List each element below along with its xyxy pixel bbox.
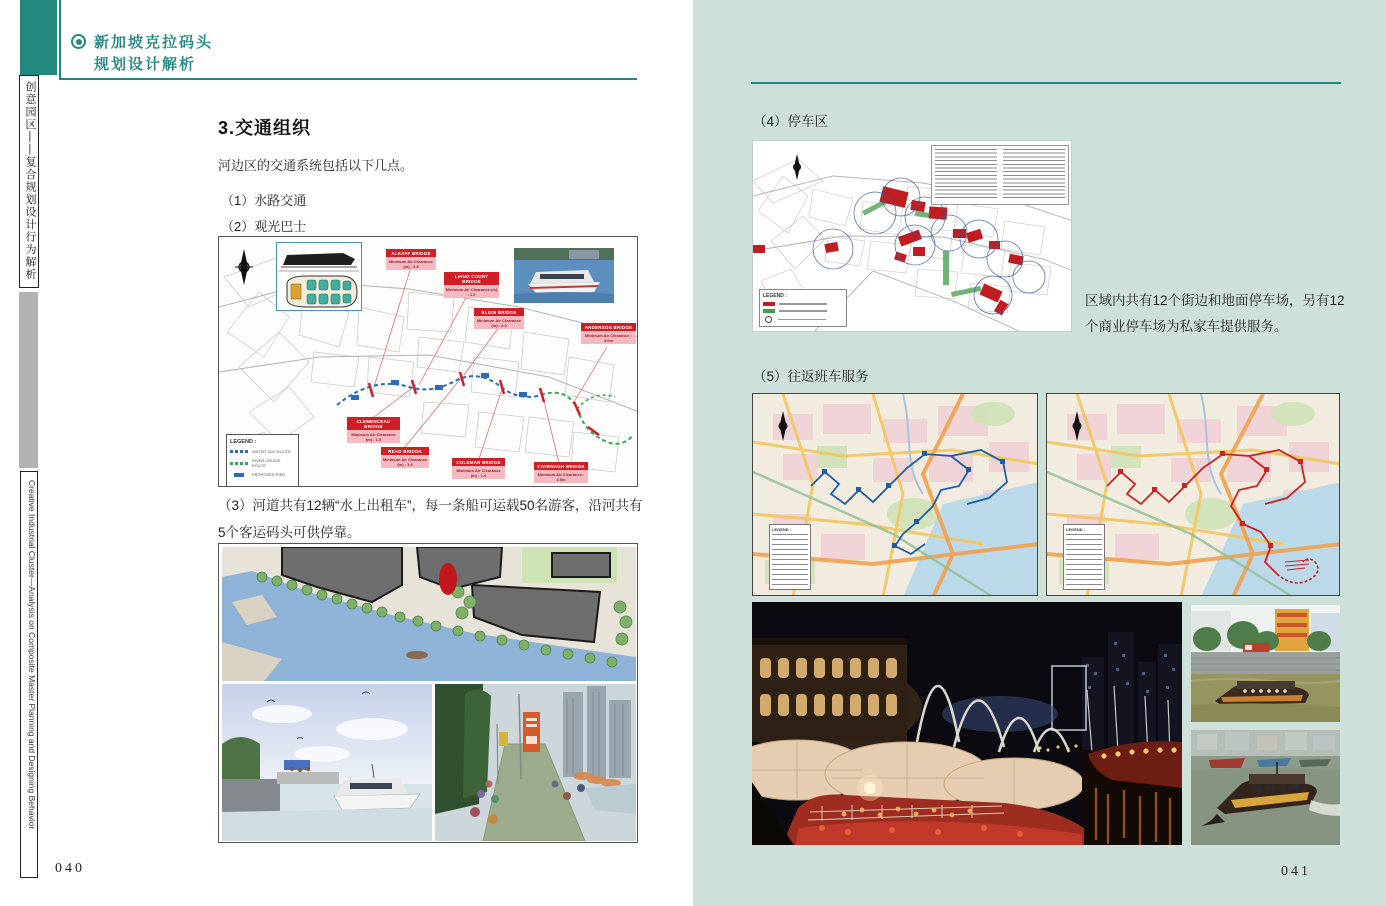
parking-key-column-2 [1003, 149, 1065, 201]
section-heading: 3.交通组织 [218, 118, 312, 138]
parking-area-map [752, 140, 1072, 332]
proposed-pier-swatch [234, 473, 244, 477]
waterfront-rendering-left [222, 684, 432, 841]
sidebar-en-title: Creative Industrial Cluster—Analysis on Composite Master Planning and Designing Behavior [20, 471, 38, 878]
river-cruise-route-swatch [230, 462, 248, 465]
section-intro: 河边区的交通系统包括以下几点。 [218, 158, 414, 173]
promenade-rendering-right [435, 684, 636, 841]
bridge-label: CAVENAGH BRIDGE Minimum Air Clearance : 2.5m [534, 462, 588, 483]
water-taxi-diagram-drawing [277, 243, 361, 310]
shuttle-map-blue-legend: LEGEND : [769, 524, 811, 590]
legend-text-lines [1066, 534, 1102, 588]
parking-red-swatch [763, 302, 775, 306]
site-plan-drawing [222, 547, 636, 681]
parking-key-list [931, 145, 1069, 205]
night-photo-drawing [752, 602, 1182, 845]
water-taxi-route-swatch [230, 450, 248, 453]
bridge-label: ALKAFF BRIDGE Minimum Air Clearance (m) : 2.6 [386, 249, 436, 270]
river-boat-photo-drawing [514, 248, 614, 303]
teal-divider-rule [751, 82, 1341, 84]
bullet-circle-icon [71, 34, 86, 49]
legend-text-lines [772, 534, 808, 588]
section5-heading: （5）往返班车服务 [753, 369, 869, 384]
river-boat-photo-bottom [1191, 730, 1340, 845]
chapter-header [59, 0, 637, 80]
water-taxi-diagram [276, 242, 362, 311]
river-boat-photo-top [1191, 605, 1340, 722]
bridge-label: CLEMENCEAU BRIDGE Minimum Air Clearance (m) : 1.5 [347, 417, 400, 443]
promenade-rendering-right-drawing [435, 684, 636, 841]
bridge-clearance-map [218, 236, 638, 487]
site-plan-image [222, 547, 636, 681]
parking-circle-swatch [765, 316, 772, 323]
bridge-map-legend: LEGEND : WATER TAXI ROUTE RIVER CRUISE ROUTE PROPOSED PIER [226, 434, 299, 487]
shuttle-route-map-blue [752, 393, 1038, 596]
sidebar-gray-bar [19, 292, 38, 468]
sidebar-cn-title: 创意园区——复合规划设计行为解析 [19, 75, 39, 288]
shuttle-map-red-legend: LEGEND : [1063, 524, 1105, 590]
page-number-right: 041 [1281, 864, 1311, 879]
waterfront-rendering-left-drawing [222, 684, 432, 841]
bridge-label: LIANG COURT BRIDGE Minimum Air Clearance (m) : 1.2 [445, 273, 498, 297]
parking-green-swatch [763, 309, 775, 313]
section4-heading: （4）停车区 [753, 114, 829, 129]
chapter-title-line1: 新加坡克拉码头 [94, 34, 214, 51]
bridge-label: ELGIN BRIDGE Minimum Air Clearance (m) : 2.2 [474, 308, 524, 329]
clarke-quay-night-photo [752, 602, 1182, 845]
parking-map-legend: LEGEND : [759, 289, 847, 327]
bridge-label: COLEMAN BRIDGE Minimum Air Clearance (m) : 1.6 [452, 458, 505, 479]
paragraph-item-3: （3）河道共有12辆“水上出租车”，每一条船可运载50名游客，沿河共有5个客运码头可供停靠。 [218, 498, 643, 540]
river-boat-photo-top-drawing [1191, 605, 1340, 722]
parking-key-column-1 [935, 149, 997, 201]
riverside-renderings [218, 543, 638, 843]
section-item-2: （2）观光巴士 [221, 219, 307, 234]
river-boat-photo-bottom-drawing [1191, 730, 1340, 845]
shuttle-route-map-red [1046, 393, 1340, 596]
river-boat-photo [514, 248, 614, 303]
page-number-left: 040 [55, 861, 85, 876]
bridge-label: ANDERSON BRIDGE Minimum Air Clearance : 3.0m [581, 323, 636, 344]
corner-accent-block [20, 0, 57, 75]
right-page [693, 0, 1386, 906]
section-item-1: （1）水路交通 [221, 193, 307, 208]
chapter-title-line2: 规划设计解析 [94, 56, 197, 73]
bridge-label: READ BRIDGE Minimum Air Clearance (m) : 1.6 [382, 448, 428, 467]
parking-caption: 区域内共有12个街边和地面停车场，另有12个商业停车场为私家车提供服务。 [1085, 293, 1345, 334]
